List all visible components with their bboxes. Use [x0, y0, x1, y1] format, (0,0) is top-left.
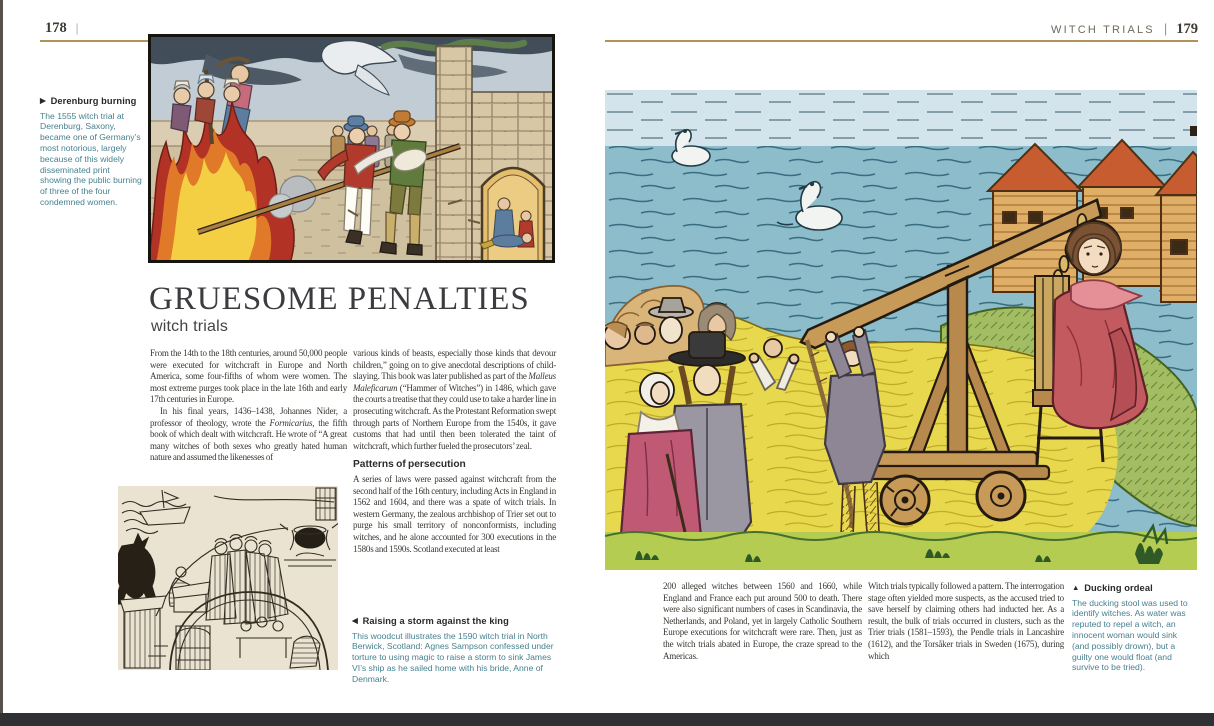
- storm-woodcut-image: [118, 486, 338, 670]
- body-column-1: [150, 348, 347, 464]
- derenburg-burning-image: [148, 34, 555, 263]
- folio-separator: |: [1163, 21, 1168, 36]
- section-heading: Patterns of persecution: [353, 459, 466, 471]
- ducking-caption: [1072, 583, 1192, 673]
- arrow-up-icon: ▲: [1072, 583, 1080, 592]
- paragraph: 200 alleged witches between 1560 and 1660, while England and France each put around 500 to death. There were also significant numbers of cases in Scandinavia, the Netherlands, and Poland, yet in largely Catholic Southern Europe executions for witchcraft were rare. Then, just as the witch trials abated in Europe, the craze spread to the Americas.: [663, 581, 862, 661]
- caption-body: This woodcut illustrates the 1590 witch trial in North Berwick, Scotland: Agnes Sampson confessed under torture to using magic to raise a storm to sink James VI’s ship as he sailed home with his bride, Anne of Denmark.: [352, 630, 554, 684]
- running-head-right: [1051, 21, 1198, 38]
- caption-body: The ducking stool was used to identify witches. As water was reputed to repel a witch, an innocent woman would sink (and possibly drown), but a guilty one would float (and survive to be tried).: [1072, 597, 1188, 673]
- caption-title: ▶ Derenburg burning: [40, 96, 137, 106]
- running-head-title: WITCH TRIALS: [1051, 24, 1155, 36]
- ducking-woodcut: [605, 90, 1197, 570]
- folio-separator: |: [75, 20, 79, 35]
- caption-title: ◀ Raising a storm against the king: [352, 616, 509, 626]
- arrow-right-icon: ▶: [40, 96, 46, 105]
- article-title: GRUESOME PENALTIES: [149, 281, 530, 317]
- derenburg-woodcut: [148, 34, 555, 263]
- bottom-black-bar: [0, 713, 1214, 726]
- paragraph: various kinds of beasts, especially those kinds that devour children,” going on to give anecdotal descriptions of child-slaying. This book was later published as part of the Malleus Maleficarum (“Hammer of Witches”) in 1486, which gave the courts a treatise that they could use to take a harder line in prosecuting witchcraft. As the Protestant Reformation swept through parts of Northern Europe from the 1540s, it gave customs that had until then been tolerated the taint of witchcraft, which further fueled the prosecutors’ zeal.: [353, 348, 556, 451]
- paragraph: In his final years, 1436–1438, Johannes Nider, a professor of theology, wrote the Formicarius, the fifth book of which dealt with witchcraft. He wrote of “A great many witches of both sexes who greatly hated human nature and assumed the likenesses of: [150, 405, 347, 463]
- header-rule-left: [40, 40, 148, 42]
- storm-woodcut: [118, 486, 338, 670]
- ducking-ordeal-image: [605, 90, 1197, 570]
- caption-title: ▲ Ducking ordeal: [1072, 583, 1153, 593]
- right-body-column-1: [663, 581, 862, 662]
- derenburg-caption: [40, 96, 142, 208]
- storm-caption: [352, 616, 562, 685]
- paragraph: From the 14th to the 18th centuries, around 50,000 people were executed for witchcraft in Europe and North America, some four-fifths of whom were women. The most extreme purges took place in the late 16th and early 17th centuries in Europe.: [150, 348, 347, 405]
- folio-number: 178: [45, 20, 67, 36]
- caption-body: The 1555 witch trial at Derenburg, Saxony, became one of Germany’s most notorious, largely because of this widely disseminated print showing the public burning of three of the four condemned women.: [40, 110, 142, 208]
- body-column-2: [353, 348, 556, 555]
- paragraph: A series of laws were passed against witchcraft from the second half of the 16th century, including Acts in England in 1562 and 1604, and there was a spate of witch trials. In western Germany, the zealous archbishop of Trier set out to purge his small territory of nonconformists, including witches, and he alone accounted for 300 executions in the 1580s and 1590s. Scotland executed at least: [353, 473, 556, 554]
- book-edge-shadow: [0, 0, 3, 726]
- folio-number: 179: [1176, 21, 1198, 37]
- right-body-column-2: [868, 581, 1064, 662]
- arrow-left-icon: ◀: [352, 616, 358, 625]
- paragraph: Witch trials typically followed a pattern. The interrogation stage often yielded more suspects, as the accused tried to save herself by claiming others had inducted her. As a result, the bulk of trials occurred in clusters, such as the Trier trials (1581–1593), the Pendle trials in Lancashire (1612), and the Torsåker trials in Sweden (1675), during which: [868, 581, 1064, 661]
- page-number-left: [45, 20, 78, 37]
- article-subtitle: witch trials: [151, 318, 229, 335]
- header-rule-right: [605, 40, 1198, 42]
